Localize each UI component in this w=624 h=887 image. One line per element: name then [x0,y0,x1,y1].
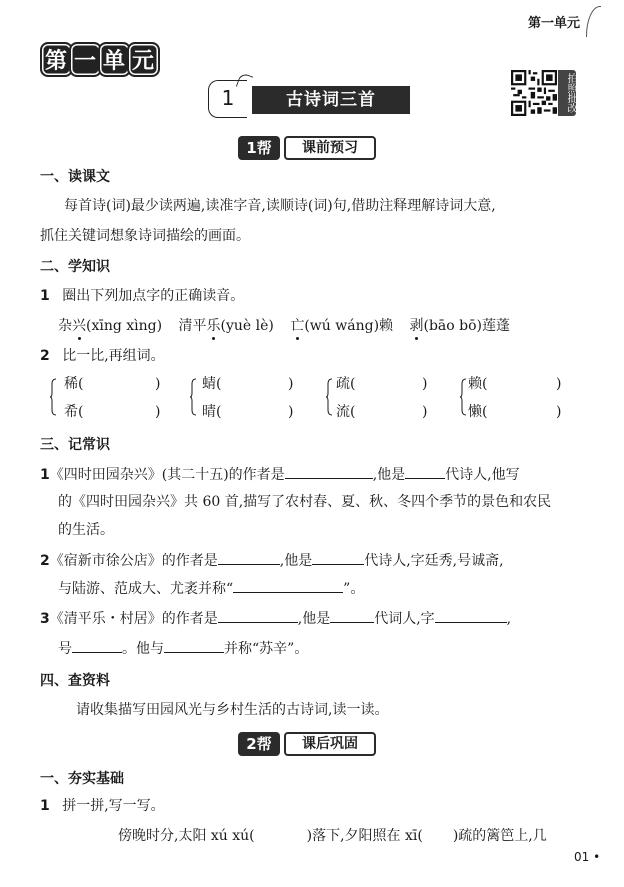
question-number: 1 [40,467,50,483]
lesson-title: 古诗词三首 [252,86,410,114]
bullet-icon: • [589,850,601,864]
brace-icon [190,378,196,416]
char-pair-top[interactable]: 赖( [468,376,488,392]
word-text: 赖 [379,318,394,334]
brace-icon [326,378,332,416]
badge-number: 2帮 [238,732,280,756]
question [40,346,165,366]
question-text: ,他是 [372,467,406,483]
section-heading: 三、记常识 [40,437,110,453]
question-text: )疏的篱笆上,几 [452,828,547,844]
question-text: 代词人,字 [374,611,435,627]
question [118,826,547,846]
answer-blank[interactable] [405,464,445,479]
question-text: 与陆游、范成大、尤袤并称“ [58,581,234,597]
dotted-char: 乐 [206,318,221,334]
answer-blank[interactable] [435,608,507,623]
answer-blank[interactable] [330,608,374,623]
pinyin-options: (xīng xìng) [86,318,163,334]
dotted-char: 剥 [409,318,424,334]
question-text: 傍晚时分,太阳 xú xú( [118,828,255,844]
question [40,608,511,629]
question-text: 并称“苏辛”。 [224,641,309,657]
question-number: 2 [40,553,50,569]
dotted-char: 亡 [290,318,305,334]
close-paren: ) [288,404,294,420]
close-paren: ) [556,376,562,392]
question-text: ”。 [343,581,365,597]
word-text: 莲蓬 [482,318,510,334]
section-heading: 四、查资料 [40,673,110,689]
char-pair-group [326,374,456,424]
question-text: 的生活。 [58,522,114,538]
char-pair-group [50,374,180,424]
close-paren: ) [155,404,161,420]
section-heading: 一、读课文 [40,169,110,185]
badge-label: 课后巩固 [284,732,376,756]
answer-blank[interactable] [72,638,122,653]
question-text: )落下,夕阳照在 xī( [306,828,423,844]
char-pair-group [460,374,590,424]
unit-title [40,42,156,77]
pinyin-item[interactable] [58,318,162,334]
char-pair-bottom[interactable]: 晴( [202,404,222,420]
badge-number: 1帮 [238,136,280,160]
question-text: 比一比,再组词。 [62,348,165,364]
brace-icon [460,378,466,416]
question-text: 《四时田园杂兴》(其二十五)的作者是 [49,467,285,483]
question [58,638,308,659]
question-text: , [506,611,512,627]
question-text: 《清平乐・村居》的作者是 [49,611,218,627]
answer-blank[interactable] [285,464,373,479]
pinyin-item[interactable] [409,318,510,334]
question-text: 《宿新市徐公店》的作者是 [49,553,218,569]
instruction-text: 请收集描写田园风光与乡村生活的古诗词,读一读。 [76,702,389,718]
unit-title-char: 单 [98,42,131,77]
question-text: 。他与 [122,641,164,657]
answer-blank[interactable] [312,550,364,565]
answer-blank[interactable] [233,578,343,593]
section-heading: 一、夯实基础 [40,771,124,787]
close-paren: ) [155,376,161,392]
close-paren: ) [422,376,428,392]
question-text: 的《四时田园杂兴》共 60 首,描写了农村春、夏、秋、冬四个季节的景色和农民 [58,494,552,510]
close-paren: ) [422,404,428,420]
question [40,286,244,306]
lesson-number: 1 [208,80,247,118]
char-pair-bottom[interactable]: 希( [64,404,84,420]
question-text: 代诗人,他写 [445,467,520,483]
instruction-text: 抓住关键词想象诗词描绘的画面。 [40,228,250,244]
page-corner-decoration [586,6,601,37]
running-header: 第一单元 [528,16,581,31]
word-text: 清平 [178,318,207,334]
question [40,796,165,816]
instruction-text: 每首诗(词)最少读两遍,读准字音,读顺诗(词)句,借助注释理解诗词大意, [64,198,496,214]
char-pair-bottom[interactable]: 懒( [468,404,488,420]
char-pair-top[interactable]: 蜻( [202,376,222,392]
page-number [574,850,600,864]
unit-title-char: 一 [69,42,102,77]
word-text: 杂 [58,318,72,334]
unit-title-char: 第 [40,42,73,77]
close-paren: ) [288,376,294,392]
badge-label: 课前预习 [284,136,376,160]
answer-blank[interactable] [218,550,280,565]
qr-label: 拍照批改 [558,70,576,116]
char-pair-top[interactable]: 稀( [64,376,84,392]
pinyin-options: (yuè lè) [220,318,274,334]
unit-title-char: 元 [127,42,160,77]
answer-blank[interactable] [164,638,224,653]
answer-blank[interactable] [218,608,298,623]
section-heading: 二、学知识 [40,259,110,275]
question-text: 代诗人,字廷秀,号诚斋, [364,553,504,569]
question [40,550,504,571]
pinyin-item[interactable] [290,318,393,334]
section-badge-preview [238,136,378,160]
char-pair-bottom[interactable]: 流( [336,404,356,420]
pinyin-options: (wú wáng) [304,318,380,334]
question-text: 圈出下列加点字的正确读音。 [62,288,245,304]
question [40,464,520,485]
question-text: 号 [58,641,72,657]
brace-icon [50,378,56,416]
question-text: ,他是 [297,611,331,627]
close-paren: ) [556,404,562,420]
question [58,578,364,599]
dotted-char: 兴 [72,318,86,334]
char-pair-group [190,374,320,424]
page-number-text: 01 [574,850,590,864]
section-badge-review [238,732,378,756]
question-text: 拼一拼,写一写。 [62,798,165,814]
question-text: ,他是 [279,553,313,569]
char-pair-top[interactable]: 疏( [336,376,356,392]
pinyin-item[interactable] [179,318,274,334]
question-number: 1 [40,798,50,814]
pinyin-row [58,316,510,336]
pinyin-options: (bāo bō) [423,318,482,334]
question-number: 3 [40,611,50,627]
question-number: 2 [40,348,50,364]
qr-code-icon[interactable] [511,70,557,116]
question-number: 1 [40,288,50,304]
